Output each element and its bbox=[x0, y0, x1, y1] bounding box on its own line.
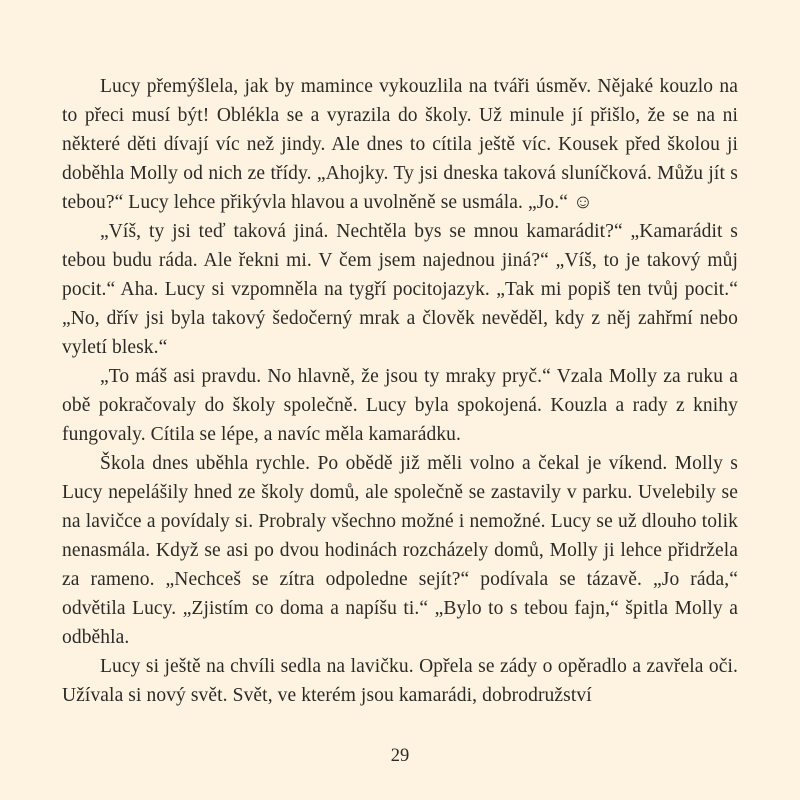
paragraph: „To máš asi pravdu. No hlavně, že jsou ty mraky pryč.“ Vzala Molly za ruku a obě pokračovaly do školy společně. Lucy byla spokojená. Kouzla a rady z knihy fungovaly. Cítila se lépe, a navíc měla kamarádku. bbox=[62, 366, 738, 445]
paragraph: Lucy si ještě na chvíli sedla na lavičku. Opřela se zády o opěradlo a zavřela oči. Užívala si nový svět. Svět, ve kterém jsou kamarádi, dobrodružství bbox=[62, 656, 738, 706]
paragraph: Škola dnes uběhla rychle. Po obědě již měli volno a čekal je víkend. Molly s Lucy nepelášily hned ze školy domů, ale společně se zastavily v parku. Uvelebily se na lavičce a povídaly si. Probraly všechno možné i nemožné. Lucy se už dlouho tolik nenasmála. Když se asi po dvou hodinách rozcházely domů, Molly ji lehce přidržela za rameno. „Nechceš se zítra odpoledne sejít?“ podívala se tázavě. „Jo ráda,“ odvětila Lucy. „Zjistím co doma a napíšu ti.“ „Bylo to s tebou fajn,“ špitla Molly a odběhla. bbox=[62, 453, 738, 648]
story-text bbox=[62, 72, 738, 710]
paragraph: Lucy přemýšlela, jak by mamince vykouzlila na tváři úsměv. Nějaké kouzlo na to přeci musí být! Oblékla se a vyrazila do školy. Už minule jí přišlo, že se na ni některé děti dívají víc než jindy. Ale dnes to cítila ještě víc. Kousek před školou ji doběhla Molly od nich ze třídy. „Ahojky. Ty jsi dneska taková sluníčková. Můžu jít s tebou?“ Lucy lehce přikývla hlavou a uvolněně se usmála. „Jo.“ ☺ bbox=[62, 76, 738, 213]
paragraph: „Víš, ty jsi teď taková jiná. Nechtěla bys se mnou kamarádit?“ „Kamarádit s tebou budu ráda. Ale řekni mi. V čem jsem najednou jiná?“ „Víš, to je takový můj pocit.“ Aha. Lucy si vzpomněla na tygří pocitojazyk. „Tak mi popiš ten tvůj pocit.“ „No, dřív jsi byla takový šedočerný mrak a člověk nevěděl, kdy z něj zahřmí nebo vyletí blesk.“ bbox=[62, 221, 738, 358]
text-block bbox=[62, 72, 738, 710]
page-number: 29 bbox=[390, 746, 410, 766]
